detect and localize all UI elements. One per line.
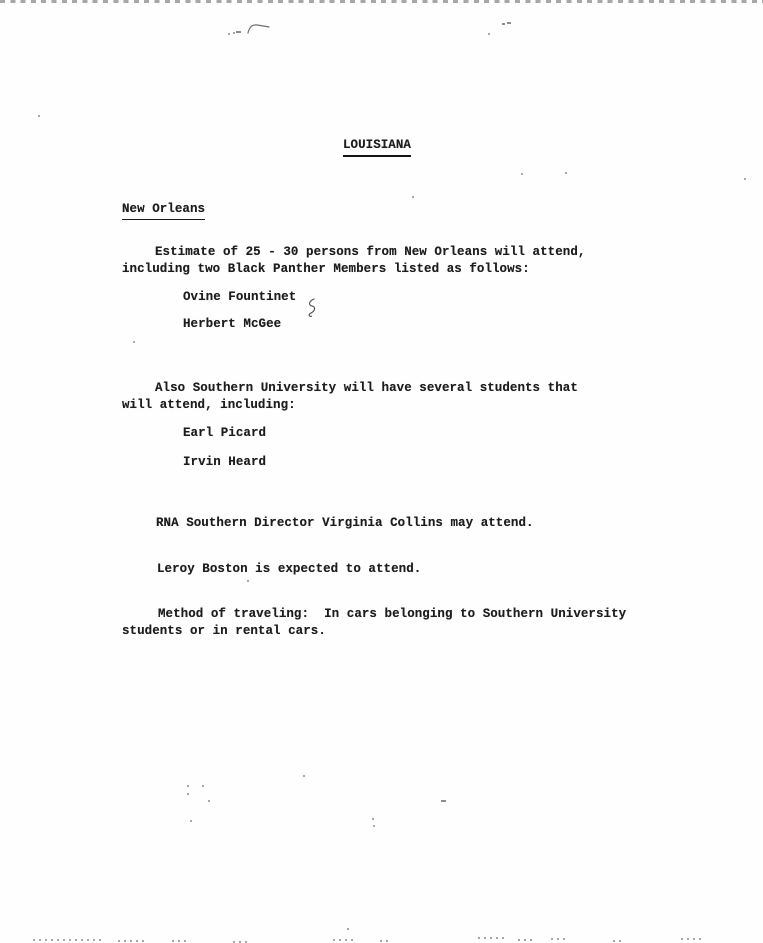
scan-speck	[133, 341, 135, 343]
bottom-edge-dots	[380, 940, 392, 942]
bottom-edge-dots	[681, 938, 701, 940]
scan-speck	[228, 33, 230, 35]
scan-speck	[303, 775, 305, 777]
scan-speck	[208, 800, 210, 802]
scan-speck	[488, 33, 490, 35]
scan-speck	[38, 115, 40, 117]
list-item-student-2: Irvin Heard	[183, 455, 267, 469]
scan-speck	[412, 196, 414, 198]
bottom-edge-dots	[518, 939, 534, 941]
bottom-edge-dots	[172, 940, 186, 942]
section-heading: New Orleans	[122, 201, 205, 220]
list-item-member-1: Ovine Fountinet	[183, 290, 297, 304]
scan-speck	[372, 818, 374, 820]
scan-speck	[441, 800, 446, 802]
scan-speck	[373, 825, 375, 827]
scan-speck	[187, 793, 189, 795]
scan-speck	[565, 172, 567, 174]
handwritten-squiggle-mark	[305, 298, 319, 318]
paragraph-travel-line1: Method of traveling: In cars belonging to Southern University	[158, 607, 627, 621]
paragraph-estimate-line1: Estimate of 25 - 30 persons from New Orleans will attend,	[155, 245, 586, 259]
statement-rna-director: RNA Southern Director Virginia Collins may attend.	[156, 516, 534, 530]
bottom-edge-dots	[613, 940, 625, 942]
scan-speck	[202, 785, 204, 787]
bottom-edge-dots	[33, 939, 105, 941]
scan-speck	[502, 23, 505, 25]
scan-speck	[247, 580, 249, 582]
paragraph-travel-line2: students or in rental cars.	[122, 624, 326, 638]
statement-leroy-boston: Leroy Boston is expected to attend.	[157, 562, 422, 576]
paragraph-southern-line1: Also Southern University will have several students that	[155, 381, 578, 395]
scan-speck	[233, 32, 235, 34]
scan-speck	[507, 22, 511, 24]
film-edge-dashes	[0, 0, 763, 3]
scan-speck	[187, 785, 189, 787]
paragraph-southern-line2: will attend, including:	[122, 398, 296, 412]
scan-speck	[521, 173, 523, 175]
scan-speck	[236, 31, 241, 33]
scan-speck	[347, 928, 349, 930]
pencil-curve-mark	[247, 21, 271, 37]
paragraph-estimate-line2: including two Black Panther Members listed as follows:	[122, 262, 530, 276]
bottom-edge-dots	[478, 937, 508, 939]
bottom-edge-dots	[333, 939, 355, 941]
list-item-member-2: Herbert McGee	[183, 317, 282, 331]
list-item-student-1: Earl Picard	[183, 426, 267, 440]
bottom-edge-dots	[551, 938, 567, 940]
document-title: LOUISIANA	[343, 137, 411, 157]
scan-speck	[190, 820, 192, 822]
scan-speck	[744, 178, 746, 180]
bottom-edge-dots	[118, 940, 146, 942]
